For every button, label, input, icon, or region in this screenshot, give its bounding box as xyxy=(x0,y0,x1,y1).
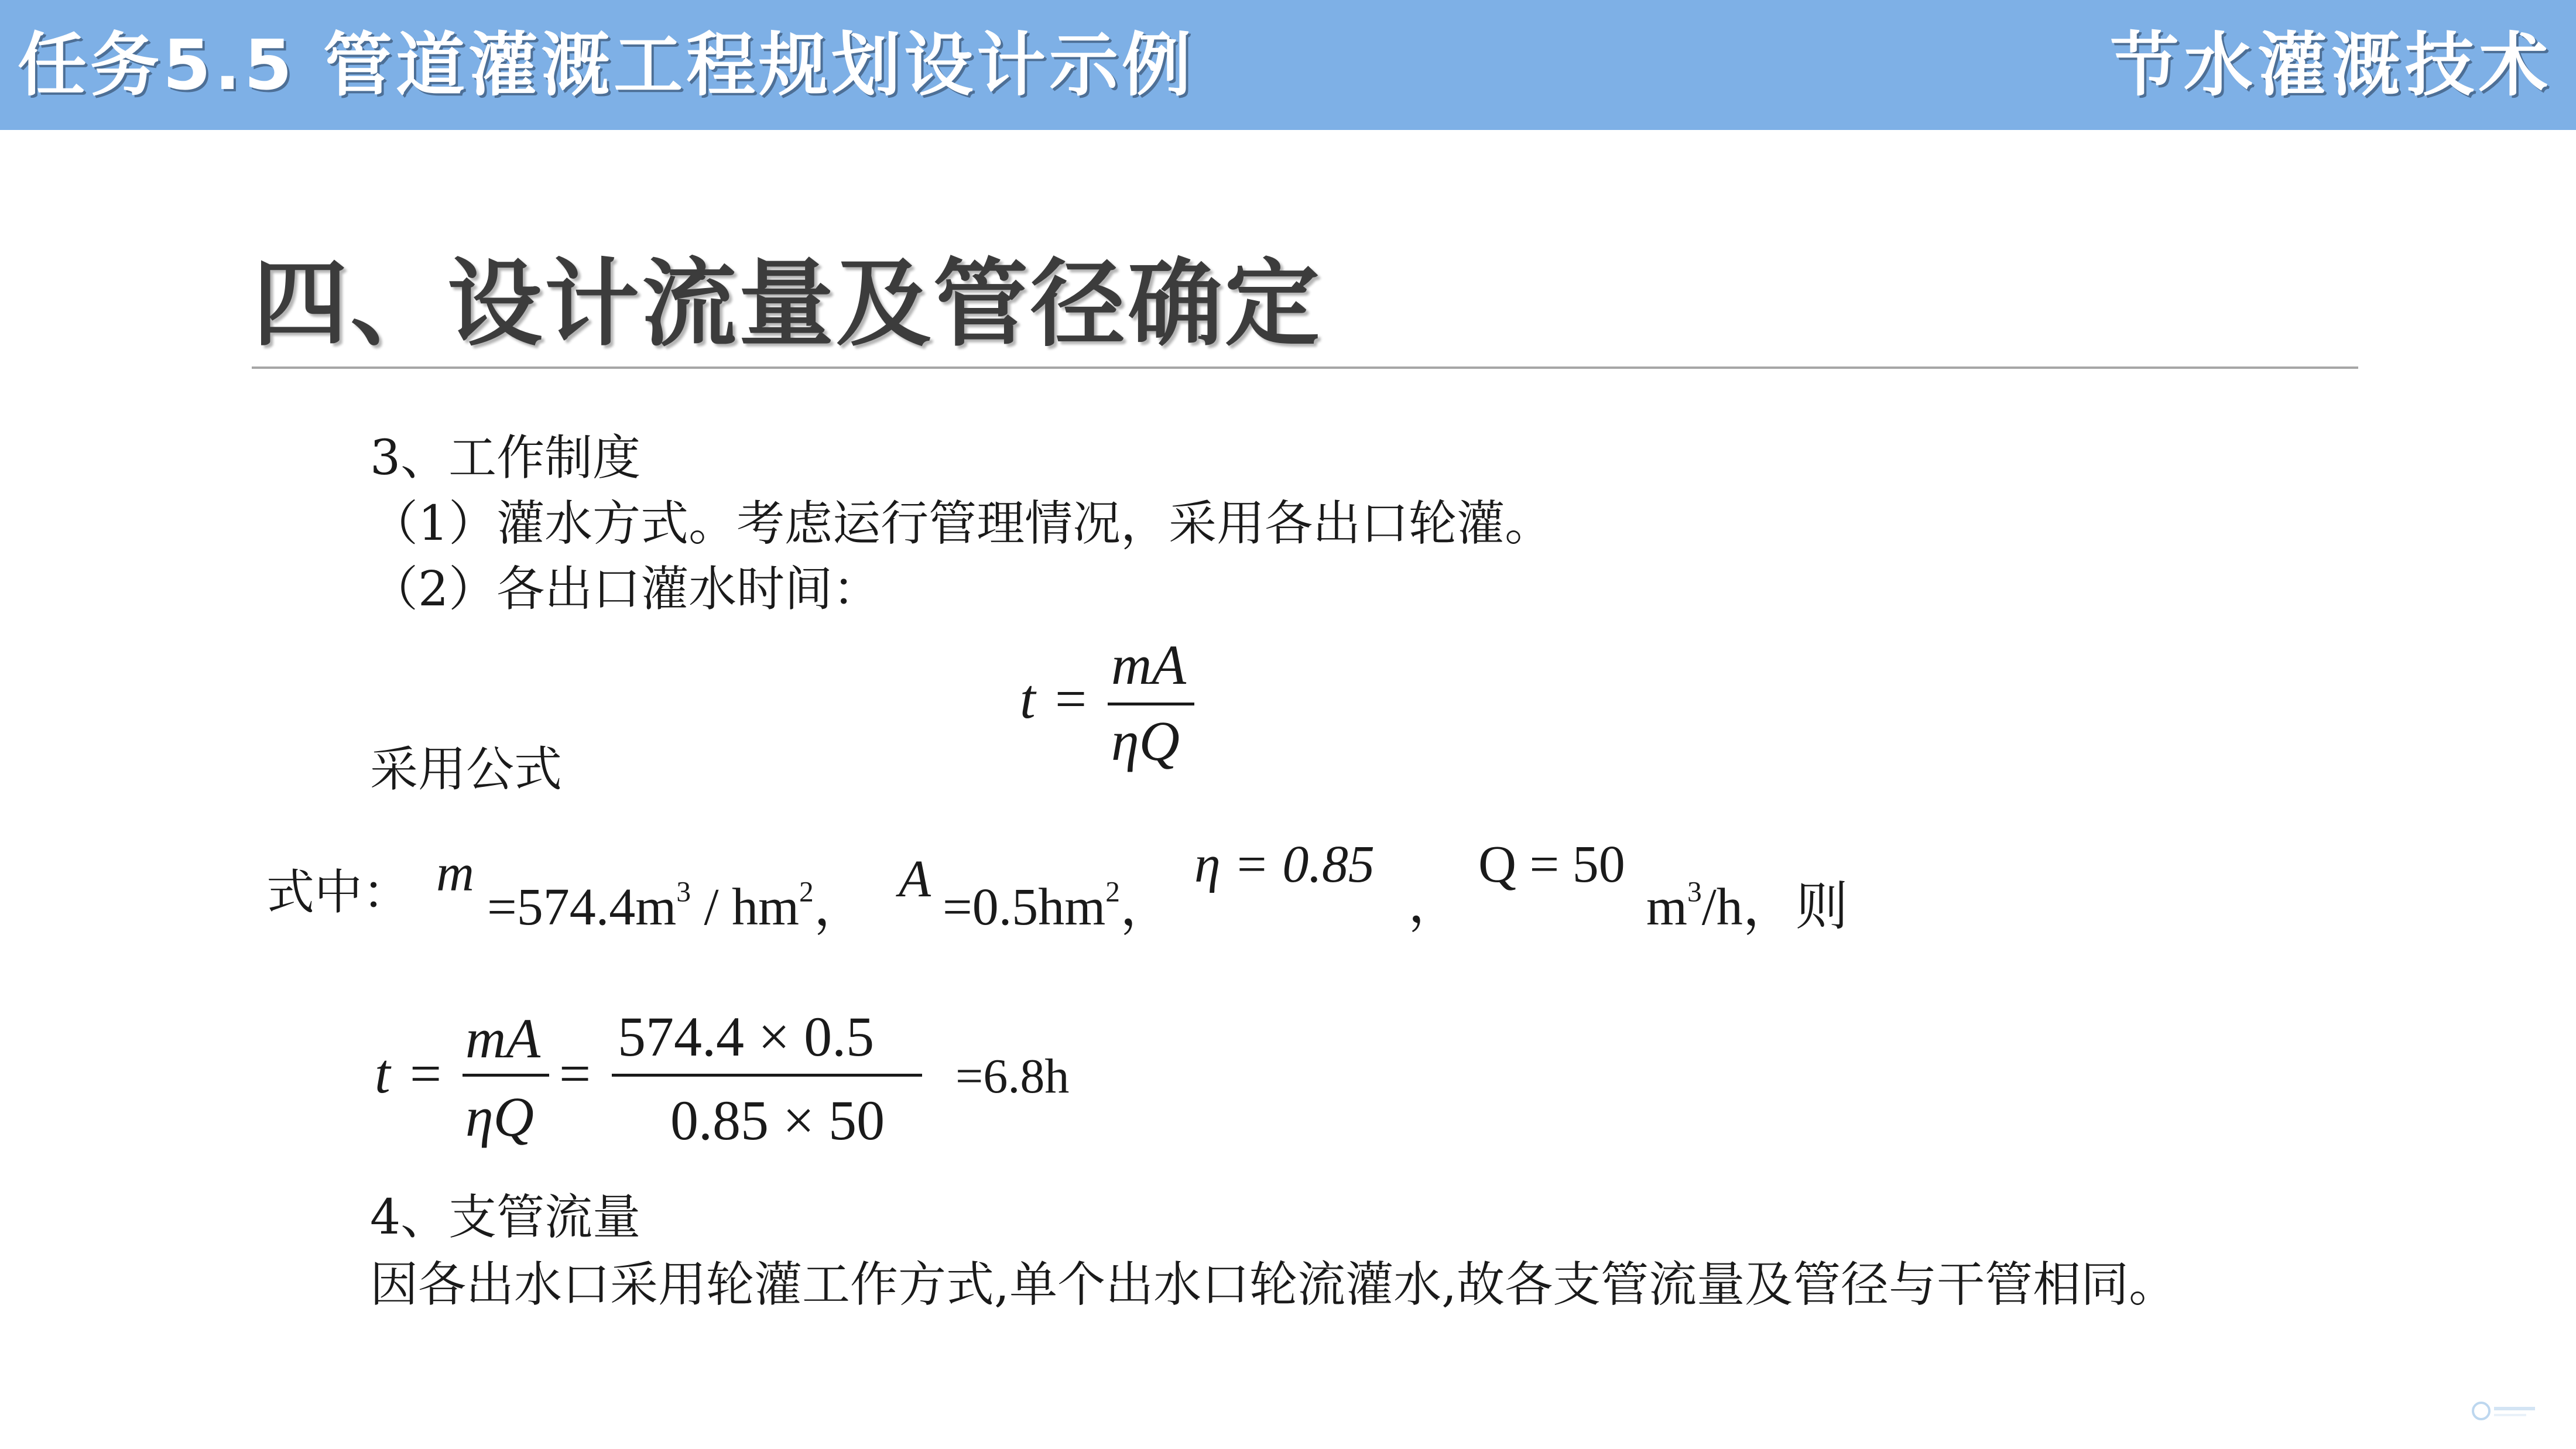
formula-denominator: ηQ xyxy=(1111,710,1180,772)
A-value: $=0.5hm^2$， xyxy=(943,875,1173,936)
formula-eq: = xyxy=(1055,667,1087,730)
where-label: 式中： xyxy=(266,865,411,920)
calc-fraction-bar-2 xyxy=(612,1074,922,1077)
watermark-logo-icon xyxy=(2471,1396,2541,1426)
calc-fraction-bar-1 xyxy=(463,1074,549,1077)
slide-title: 任务5.5 管道灌溉工程规划设计示例 xyxy=(18,25,1195,105)
comma-separator: ， xyxy=(1408,875,1461,933)
item3-heading: 3、工作制度 xyxy=(370,430,641,486)
var-A: A xyxy=(899,850,931,908)
header-bar xyxy=(0,0,2576,130)
calc-numerator-symbol: mA xyxy=(465,1007,540,1070)
fraction-bar xyxy=(1108,703,1194,705)
calc-eq2: = xyxy=(559,1042,591,1105)
calc-denominator-value: 0.85 × 50 xyxy=(670,1089,885,1152)
eta-expression: η = 0.85 xyxy=(1194,835,1375,893)
Q-unit: $m^3/h$，则 xyxy=(1646,875,1848,936)
calc-eq1: = xyxy=(410,1042,442,1105)
var-m: m xyxy=(436,844,474,902)
m-value: $=574.4m^3 / hm^2$， xyxy=(487,875,866,936)
section-title: 四、设计流量及管径确定 xyxy=(253,249,1322,359)
calc-result: =6.8h xyxy=(955,1049,1070,1104)
title-divider xyxy=(252,366,2358,369)
item4-text: 因各出水口采用轮灌工作方式,单个出水口轮流灌水,故各支管流量及管径与干管相同。 xyxy=(370,1257,2177,1313)
course-name: 节水灌溉技术 xyxy=(2109,25,2553,105)
calc-t: t xyxy=(375,1042,390,1105)
calc-numerator-value: 574.4 × 0.5 xyxy=(618,1005,875,1068)
item4-heading: 4、支管流量 xyxy=(370,1190,641,1245)
formula-t: t xyxy=(1020,667,1036,730)
calc-denominator-symbol: ηQ xyxy=(465,1085,534,1148)
formula-label: 采用公式 xyxy=(370,742,563,797)
item3-1-text: （1）灌水方式。考虑运行管理情况，采用各出口轮灌。 xyxy=(370,496,1553,551)
Q-expression: Q = 50 xyxy=(1478,835,1625,893)
item3-2-text: （2）各出口灌水时间： xyxy=(370,561,881,617)
formula-numerator: mA xyxy=(1111,633,1186,696)
